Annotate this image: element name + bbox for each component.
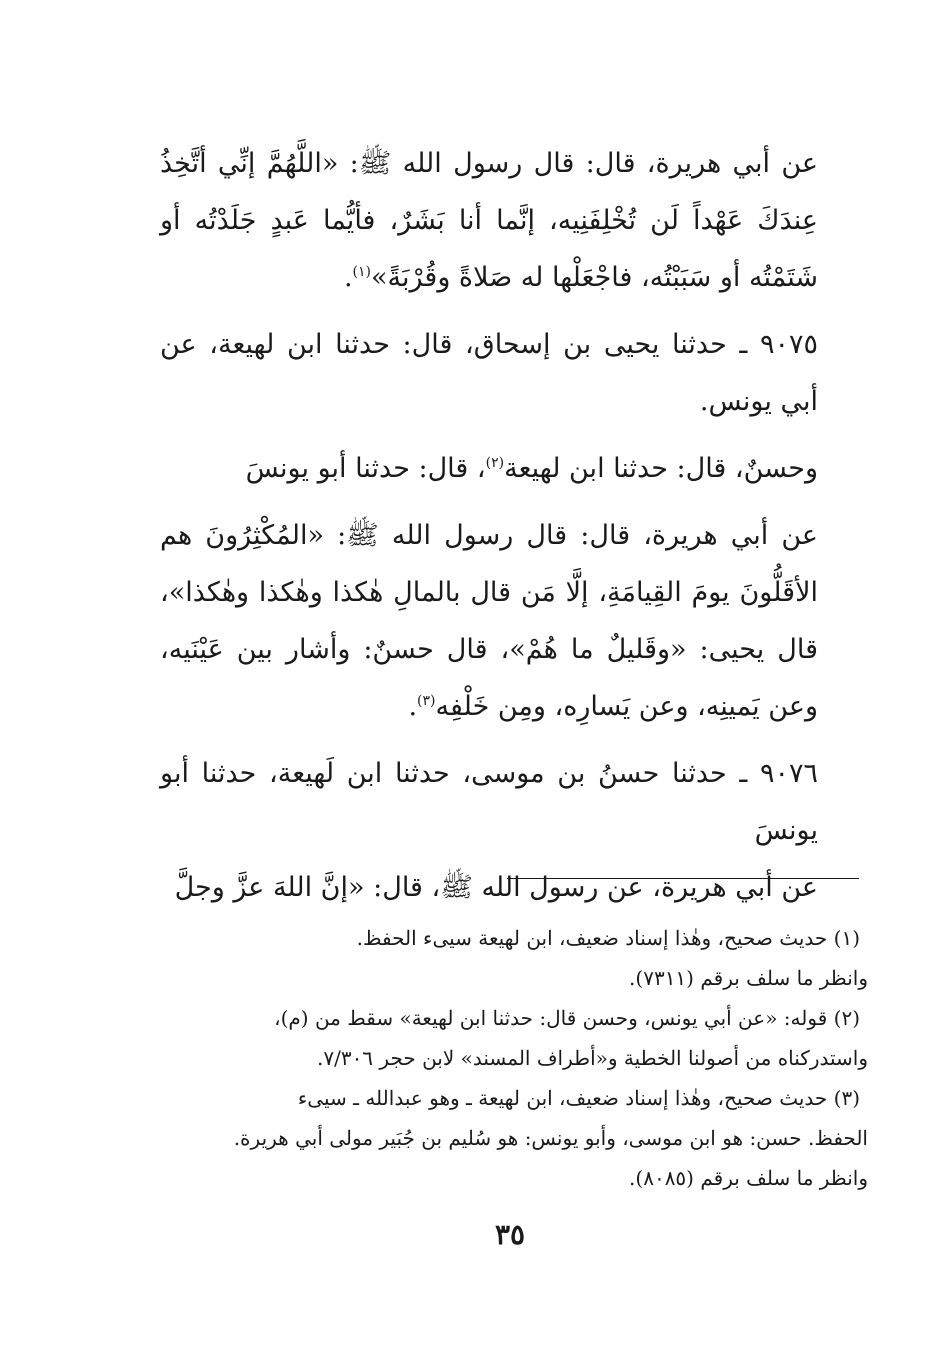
footnote-marker: (٣) [833, 1086, 860, 1110]
footnote-ref-3: (٣) [417, 693, 436, 709]
hadith-isnad-9076: ٩٠٧٦ ـ حدثنا حسنُ بن موسى، حدثنا ابن لَهيعة، حدثنا أبو يونسَ [160, 758, 818, 846]
footnote-divider [507, 878, 859, 879]
page-number: ٣٥ [494, 1218, 526, 1251]
footnote-line: وانظر ما سلف برقم (٨٠٨٥). [629, 1166, 868, 1190]
footnote-ref-1: (١) [352, 264, 371, 280]
footnote-line: حديث صحيح، وهٰذا إسناد ضعيف، ابن لهيعة سيىء الحفظ. [356, 926, 828, 950]
footnote-line: قوله: «عن أبي يونس، وحسن قال: حدثنا ابن لهيعة» سقط من (م)، [274, 1006, 828, 1030]
footnote-line: الحفظ. حسن: هو ابن موسى، وأبو يونس: هو سُليم بن جُبَير مولى أبي هريرة. [233, 1126, 868, 1150]
paragraph-end: . [408, 691, 418, 722]
isnad-continuation [160, 440, 868, 497]
footnote-marker: (٢) [833, 1006, 860, 1030]
paragraph-text: ، قال: حدثنا أبو يونسَ [245, 453, 486, 484]
footnote-1 [160, 918, 868, 998]
paragraph-text: عن أبي هريرة، قال: قال رسول الله ﷺ: «المُكْثِرُونَ هم الأقَلُّونَ يومَ القِيامَةِ، إلَّا مَن قال بالمالِ هٰكذا وهٰكذا وهٰكذا»، قال يحيى: «وقَليلٌ ما هُمْ»، قال حسنٌ: وأشار بين عَيْنَيه، وعن يَمينِه، وعن يَسارِه، ومِن خَلْفِه [160, 520, 818, 722]
paragraph-text: عن أبي هريرة، قال: قال رسول الله ﷺ: «اللَّهُمَّ إنِّي أتَّخِذُ عِندَكَ عَهْداً لَن تُخْلِفَنِيه، إنَّما أنا بَشَرٌ، فأيُّما عَبدٍ جَلَدْتُه أو شَتَمْتُه أو سَبَبْتُه، فاجْعَلْها له صَلاةً وقُرْبَةً» [160, 148, 818, 293]
footnote-ref-2: (٢) [485, 455, 505, 471]
main-text [160, 135, 868, 916]
footnotes [160, 918, 868, 1198]
paragraph-text: وحسنٌ، قال: حدثنا ابن لهيعة [504, 453, 818, 484]
footnote-line: واستدركناه من أصولنا الخطية و«أطراف المسند» لابن حجر ٧/٣٠٦. [316, 1046, 868, 1070]
hadith-text-1: عن أبي هريرة، قال: قال رسول الله ﷺ: «اللَّهُمَّ إنِّي أتَّخِذُ عِندَكَ عَهْداً لَن تُخْلِفَنِيه، إنَّما أنا بَشَرٌ، فأيُّما عَبدٍ جَلَدْتُه أو شَتَمْتُه أو سَبَبْتُه، فاجْعَلْها له صَلاةً وقُرْبَةً»$^{(١)}$. [160, 148, 818, 293]
footnote-marker: (١) [833, 926, 860, 950]
footnote-line: وانظر ما سلف برقم (٧٣١١). [629, 966, 868, 990]
hadith-isnad-9075: ٩٠٧٥ ـ حدثنا يحيى بن إسحاق، قال: حدثنا ابن لهيعة، عن أبي يونس. [160, 329, 818, 417]
hadith-text-3: عن أبي هريرة، عن رسول الله ﷺ، قال: «إنَّ اللهَ عزَّ وجلَّ [174, 872, 818, 903]
hadith-text-2 [160, 507, 868, 735]
footnote-line: حديث صحيح، وهٰذا إسناد ضعيف، ابن لهيعة ـ وهو عبدالله ـ سيىء [297, 1086, 828, 1110]
footnote-2 [160, 998, 868, 1078]
footnote-3 [160, 1078, 868, 1198]
